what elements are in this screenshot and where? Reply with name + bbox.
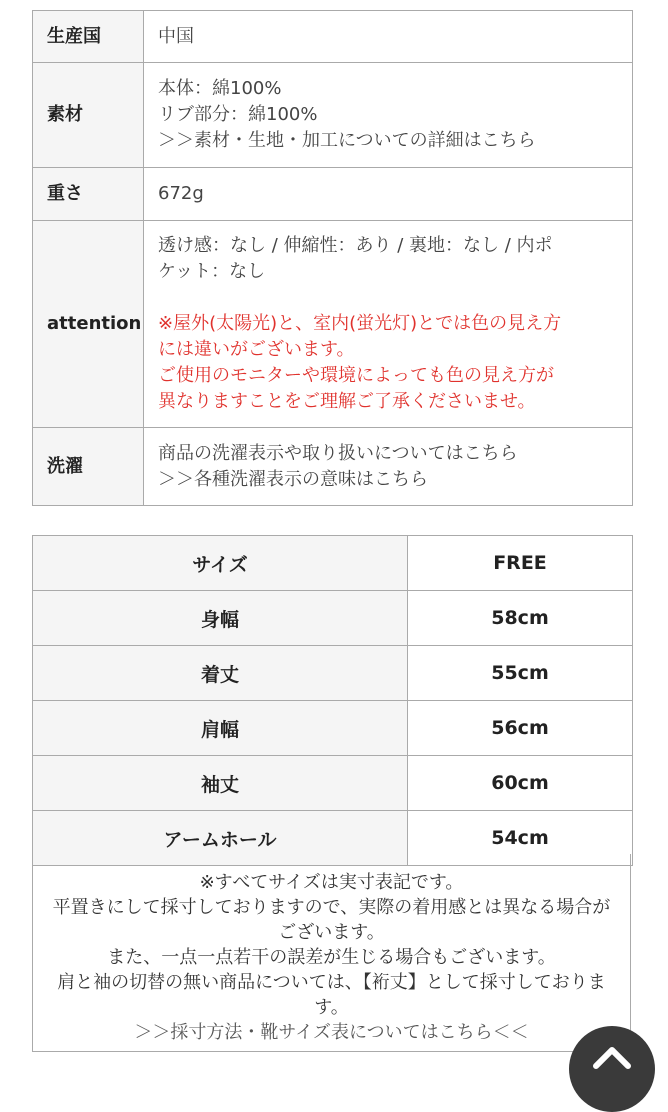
attention-spacer: [158, 285, 618, 311]
spec-row-attention: [33, 221, 633, 428]
material-body: 本体：綿100%: [158, 78, 282, 99]
size-note-line: また、一点一点若干の誤差が生じる場合もございます。: [107, 947, 556, 968]
material-detail-link[interactable]: ＞＞素材・生地・加工についての詳細はこちら: [158, 130, 536, 151]
size-table-header-row: [33, 536, 633, 591]
size-row-label: 袖丈: [33, 756, 408, 811]
attention-features-line: ケット：なし: [158, 261, 266, 282]
size-note-line: ※すべてサイズは実寸表記です。: [199, 872, 464, 893]
spec-row-weight: [33, 168, 633, 221]
size-note-line: 平置きにして採寸しておりますので、実際の着用感とは異なる場合がございます。: [52, 897, 611, 943]
spec-label-attention: attention: [33, 221, 144, 428]
size-row-label: 身幅: [33, 591, 408, 646]
spec-label-material: 素材: [33, 63, 144, 168]
chevron-up-icon: [591, 1044, 633, 1070]
spec-label-wash: 洗濯: [33, 428, 144, 506]
size-row-label: 着丈: [33, 646, 408, 701]
size-row-value: 56cm: [408, 701, 633, 756]
size-row-label: 肩幅: [33, 701, 408, 756]
spec-value-weight: 672g: [144, 168, 633, 221]
spec-label-origin: 生産国: [33, 11, 144, 63]
wash-care-link[interactable]: 商品の洗濯表示や取り扱いについてはこちら: [158, 442, 518, 464]
attention-warning-line: ※屋外(太陽光)と、室内(蛍光灯)とでは色の見え方: [158, 313, 562, 334]
scroll-to-top-button[interactable]: [569, 1026, 655, 1112]
spec-value-attention: [144, 221, 633, 428]
wash-symbols-link[interactable]: ＞＞各種洗濯表示の意味はこちら: [158, 468, 428, 490]
spec-value-wash: [144, 428, 633, 506]
size-row-label: アームホール: [33, 811, 408, 866]
spec-row-material: [33, 63, 633, 168]
spec-value-material: [144, 63, 633, 168]
size-row-value: 58cm: [408, 591, 633, 646]
size-header-value: FREE: [408, 536, 633, 591]
size-row-value: 54cm: [408, 811, 633, 866]
size-row: [33, 756, 633, 811]
size-table: [32, 535, 633, 866]
size-note-line: 肩と袖の切替の無い商品については、【裄丈】として採寸しております。: [57, 972, 606, 1018]
size-row: [33, 591, 633, 646]
size-row-value: 55cm: [408, 646, 633, 701]
spec-row-origin: [33, 11, 633, 63]
size-notes: [32, 854, 631, 1052]
attention-warning-line: には違いがございます。: [158, 339, 355, 360]
spec-row-wash: [33, 428, 633, 506]
size-header-label: サイズ: [33, 536, 408, 591]
attention-warning-line: 異なりますことをご理解ご了承くださいませ。: [158, 391, 536, 412]
spec-table: [32, 10, 633, 506]
attention-features-line: 透け感：なし / 伸縮性：あり / 裏地：なし / 内ポ: [158, 235, 553, 256]
spec-label-weight: 重さ: [33, 168, 144, 221]
size-row: [33, 701, 633, 756]
material-rib: リブ部分：綿100%: [158, 104, 318, 125]
measurement-guide-link[interactable]: ＞＞採寸方法・靴サイズ表についてはこちら＜＜: [134, 1022, 529, 1043]
spec-value-origin: 中国: [144, 11, 633, 63]
attention-warning-line: ご使用のモニターや環境によっても色の見え方が: [158, 365, 554, 386]
size-row: [33, 646, 633, 701]
size-row-value: 60cm: [408, 756, 633, 811]
